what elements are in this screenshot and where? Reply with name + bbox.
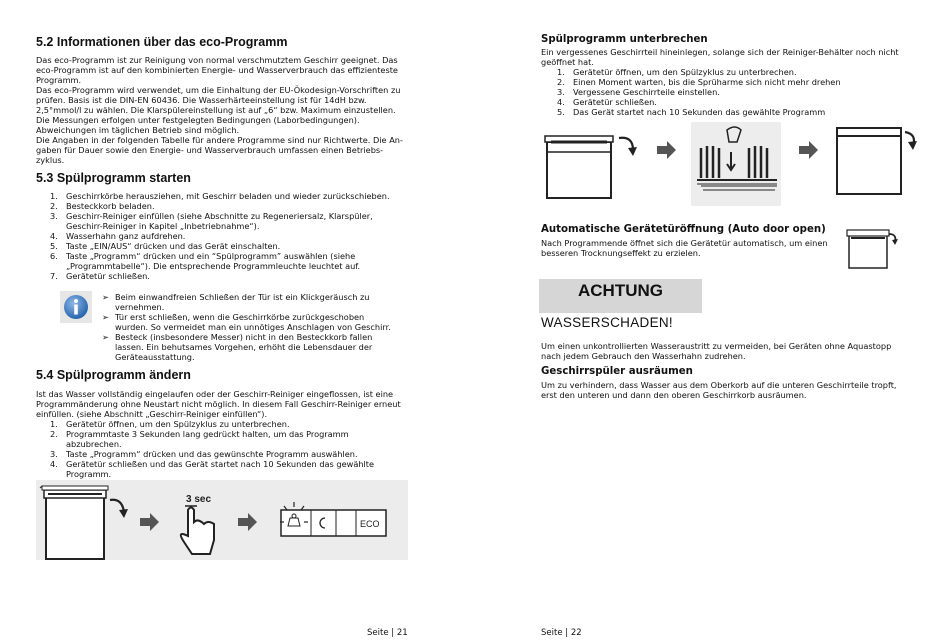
text-line: Das eco-Programm wird verwendet, um die Einhaltung der EU-Ökodesign-Vorschriften zu (36, 85, 401, 95)
list-item (50, 201, 420, 211)
text-line: gaben für Dauer sowie den Energie- und Wasserverbrauch umfassen einen Betriebs- (36, 145, 384, 155)
warning-subtitle: WASSERSCHADEN! (541, 315, 673, 330)
list-item-text: Besteckkorb beladen. (66, 201, 155, 211)
text-line: Ist das Wasser vollständig eingelaufen oder der Geschirr-Reiniger eingeflossen, ist eine (36, 389, 394, 399)
page-number-left: Seite | 21 (367, 628, 408, 638)
list-number: 5. (50, 241, 58, 251)
list-number: 1. (557, 67, 565, 77)
text-line: eco-Programm ist auf den kombinierten Energie- und Wasserverbrauch das effizienteste (36, 65, 398, 75)
interrupt-steps (557, 67, 927, 117)
warning-title: ACHTUNG (578, 281, 663, 300)
list-number: 4. (50, 231, 58, 241)
list-item (50, 429, 420, 449)
list-item-text: Taste „EIN/AUS“ drücken und das Gerät einschalten. (66, 241, 281, 251)
right-arrow-icon (140, 513, 159, 531)
change-program-illustration (36, 480, 408, 560)
page-number-right: Seite | 22 (541, 628, 582, 638)
note-text: wurden. So vermeidet man ein unnötiges Anschlagen von Geschirr. (115, 322, 391, 332)
section-5-2-paragraph (36, 55, 416, 165)
list-item (50, 271, 420, 281)
arrow-bullet-icon: ➢ (102, 292, 109, 302)
arrow-bullet-icon: ➢ (102, 312, 109, 322)
control-panel-icon (280, 502, 386, 536)
right-arrow-icon (799, 141, 818, 159)
eco-label: ECO (360, 519, 380, 529)
dishwasher-icon (545, 136, 613, 198)
list-number: 6. (50, 251, 58, 261)
curved-arrow-icon (905, 132, 917, 150)
list-item (50, 241, 420, 251)
text-line: zyklus. (36, 155, 65, 165)
text-line: 2,5°mmol/l zu wählen. Die Klarspülereinstellung ist auf „6“ bzw. Maximum einzustellen. (36, 105, 396, 115)
unload-title: Geschirrspüler ausräumen (541, 366, 693, 377)
list-number: 7. (50, 271, 58, 281)
text-line: nach jedem Gebrauch den Wasserhahn zudrehen. (541, 351, 746, 361)
note-item (102, 312, 412, 332)
list-number: 5. (557, 107, 565, 117)
list-item-text: Geschirrkörbe herausziehen, mit Geschirr beladen und wieder zurückschieben. (66, 191, 390, 201)
note-item (102, 332, 412, 362)
interrupt-illustration (541, 122, 921, 206)
list-item-text: Wasserhahn ganz aufdrehen. (66, 231, 186, 241)
unload-paragraph (541, 380, 931, 400)
text-line: Um einen unkontrollierten Wasseraustritt zu vermeiden, bei Geräten ohne Aquastopp (541, 341, 892, 351)
text-line: Programmänderung ohne Neustart nicht möglich. In diesem Fall Geschirr-Reiniger erneut (36, 399, 401, 409)
note-text: Geräteausstattung. (115, 352, 195, 362)
list-number: 2. (557, 77, 565, 87)
note-text: Besteck (insbesondere Messer) nicht in den Besteckkorb fallen (115, 332, 373, 342)
text-line: Um zu verhindern, dass Wasser aus dem Oberkorb auf die unteren Geschirrteile tropft, (541, 380, 897, 390)
list-item-text: Gerätetür schließen. (66, 271, 150, 281)
curved-arrow-icon (619, 138, 637, 156)
text-line: Die Angaben in der folgenden Tabelle für andere Programme sind nur Richtwerte. Die An- (36, 135, 403, 145)
auto-door-title: Automatische Gerätetüröffnung (Auto door open) (541, 224, 826, 235)
section-5-3-title: 5.3 Spülprogramm starten (36, 171, 191, 185)
list-item-text: abzubrechen. (66, 439, 122, 449)
auto-door-icon (845, 226, 901, 270)
section-5-4-steps (50, 419, 420, 479)
list-item-text: Taste „Programm“ drücken und das gewünschte Programm auswählen. (66, 449, 358, 459)
list-number: 2. (50, 201, 58, 211)
text-line: Abweichungen im täglichen Betrieb sind möglich. (36, 125, 240, 135)
auto-door-paragraph (541, 238, 841, 258)
text-line: Ein vergessenes Geschirrteil hineinlegen, solange sich der Reiniger-Behälter noch nicht (541, 47, 899, 57)
text-line: besseren Trocknungseffekt zu erzielen. (541, 248, 701, 258)
interrupt-intro (541, 47, 921, 67)
list-item-text: Geschirr-Reiniger einfüllen (siehe Abschnitte zu Regeneriersalz, Klarspüler, (66, 211, 373, 221)
list-item-text: Gerätetür schließen und das Gerät startet nach 10 Sekunden das gewählte (66, 459, 375, 469)
list-item-text: Programm. (66, 469, 112, 479)
text-line: Nach Programmende öffnet sich die Gerätetür automatisch, um einen (541, 238, 828, 248)
list-item-text: Programmtaste 3 Sekunden lang gedrückt halten, um das Programm (66, 429, 349, 439)
section-5-4-paragraph (36, 389, 416, 419)
list-item (557, 87, 927, 97)
list-item-text: Gerätetür schließen. (573, 97, 657, 107)
text-line: Das eco-Programm ist zur Reinigung von normal verschmutztem Geschirr geeignet. Das (36, 55, 398, 65)
section-5-2-title: 5.2 Informationen über das eco-Programm (36, 35, 288, 49)
text-line: erst den unteren und dann den oberen Geschirrkorb ausräumen. (541, 390, 807, 400)
list-item (557, 67, 927, 77)
list-number: 2. (50, 429, 58, 439)
list-item (50, 449, 420, 459)
text-line: einfüllen. (siehe Abschnitt „Geschirr-Reiniger einfüllen“). (36, 409, 268, 419)
interrupt-title: Spülprogramm unterbrechen (541, 34, 708, 45)
list-number: 3. (50, 449, 58, 459)
list-number: 3. (50, 211, 58, 221)
note-text: vernehmen. (115, 302, 165, 312)
note-text: Beim einwandfreien Schließen der Tür ist ein Klickgeräusch zu (115, 292, 370, 302)
section-5-4-title: 5.4 Spülprogramm ändern (36, 368, 191, 382)
list-item-text: Gerätetür öffnen, um den Spülzyklus zu unterbrechen. (573, 67, 797, 77)
list-number: 1. (50, 191, 58, 201)
list-item (557, 97, 927, 107)
right-page (475, 0, 950, 640)
info-icon (60, 291, 92, 323)
curved-arrow-icon (110, 500, 128, 518)
warning-paragraph (541, 341, 931, 361)
list-item (50, 211, 420, 231)
list-item (50, 459, 420, 479)
text-line: geöffnet hat. (541, 57, 594, 67)
list-item (557, 107, 927, 117)
list-number: 3. (557, 87, 565, 97)
section-5-3-steps (50, 191, 420, 281)
right-arrow-icon (238, 513, 257, 531)
note-text: Tür erst schließen, wenn die Geschirrkörbe zurückgeschoben (115, 312, 365, 322)
note-item (102, 292, 412, 312)
text-line: prüfen. Basis ist die DIN-EN 60436. Die Wasserhärteeinstellung ist für 14dH bzw. (36, 95, 367, 105)
list-number: 4. (557, 97, 565, 107)
list-item (50, 419, 420, 429)
list-item-text: Vergessene Geschirrteile einstellen. (573, 87, 720, 97)
right-arrow-icon (657, 141, 676, 159)
list-item (50, 191, 420, 201)
text-line: Programm. (36, 75, 82, 85)
list-number: 1. (50, 419, 58, 429)
list-number: 4. (50, 459, 58, 469)
list-item-text: Gerätetür öffnen, um den Spülzyklus zu unterbrechen. (66, 419, 290, 429)
press-duration-label: 3 sec (186, 494, 212, 505)
list-item-text: Das Gerät startet nach 10 Sekunden das gewählte Programm (573, 107, 826, 117)
section-5-3-notes (102, 292, 412, 362)
note-text: lassen. Ein behutsames Vorgehen, erhöht die Lebensdauer der (115, 342, 373, 352)
text-line: Die Messungen erfolgen unter festgelegten Bedingungen (Laborbedingungen). (36, 115, 360, 125)
list-item (50, 251, 420, 271)
list-item-text: Taste „Programm“ drücken und ein “Spülprogramm” auswählen (siehe (66, 251, 356, 261)
list-item (50, 231, 420, 241)
list-item-text: Einen Moment warten, bis die Sprüharme sich nicht mehr drehen (573, 77, 841, 87)
dishwasher-icon (40, 486, 108, 559)
finger-press-icon (181, 506, 214, 554)
list-item-text: Geschirr-Reiniger in Kapitel „Inbetriebnahme“). (66, 221, 260, 231)
list-item (557, 77, 927, 87)
arrow-bullet-icon: ➢ (102, 332, 109, 342)
list-item-text: „Programmtabelle“). Die entsprechende Programmleuchte leuchtet auf. (66, 261, 361, 271)
dishwasher-icon (837, 128, 901, 194)
